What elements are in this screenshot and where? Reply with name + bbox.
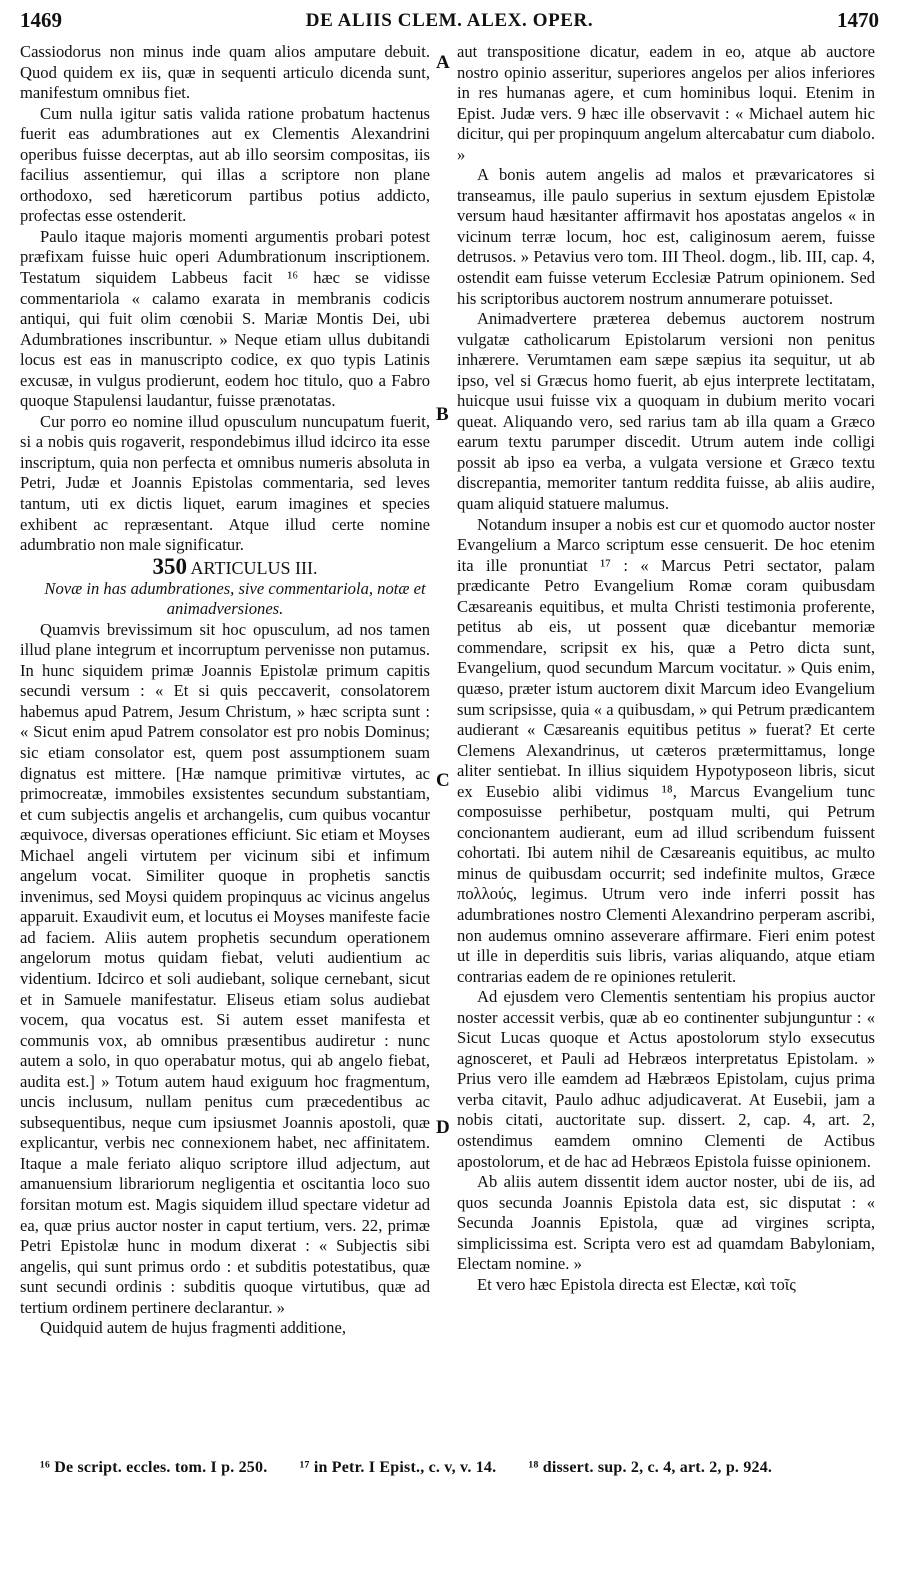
- article-title: ARTICULUS III.: [190, 557, 318, 578]
- margin-marker-c: C: [436, 770, 450, 791]
- running-title: DE ALIIS CLEM. ALEX. OPER.: [305, 10, 594, 31]
- margin-marker-b: B: [436, 404, 449, 425]
- article-number: 350: [152, 553, 188, 579]
- paragraph: Cur porro eo nomine illud opusculum nuncupatum fuerit, si a nobis quis rogaverit, respondebimus illud idcirco ita esse inscriptum, quia non perfecta et omnibus numeris absoluta in Petri, Judæ et Joannis Epistolas commentaria, sed leves tantum, uti ex dictis liquet, earum imagines et species exhibent ac repræsentant. Atque illud certe nomine adumbratio non male significatur.: [20, 411, 430, 555]
- footnote: ¹⁶ De script. eccles. tom. I p. 250.: [40, 1459, 268, 1476]
- paragraph: Paulo itaque majoris momenti argumentis probari potest præfixam fuisse huic operi Adumbrationum inscriptionem. Testatum siquidem Labbeus facit ¹⁶ hæc se vidisse commentariola « calamo exarata in membranis codicis antiqui, qui fuit olim cœnobii S. Mariæ Montis Dei, ubi Adumbrationes inscribuntur. » Neque etiam ullus dubitandi locus est eas in manuscripto codice, ex quo typis Latinis excusæ, in vulgus prodierunt, eodem hoc titulo, quo a Fabro quoque Stapulensi laudantur, fuisse prænotatas.: [20, 226, 430, 411]
- paragraph: Cum nulla igitur satis valida ratione probatum hactenus fuerit eas adumbrationes aut ex Clementis Alexandrini operibus fuisse decerptas, aut ab illo seorsim compositas, iis facilius assentiemur, qui illas a scriptore non plane orthodoxo, sed hæreticorum partibus potius addicto, profectas esse ostenderit.: [20, 103, 430, 226]
- footnotes: [40, 1459, 879, 1477]
- left-column: [20, 42, 430, 1339]
- running-header: [20, 6, 879, 36]
- footnote: ¹⁸ dissert. sup. 2, c. 4, art. 2, p. 924.: [528, 1459, 773, 1476]
- paragraph: Cassiodorus non minus inde quam alios amputare debuit. Quod quidem ex iis, quæ in sequenti articulo dicenda sunt, manifestum omnibus fiet.: [20, 42, 430, 103]
- page-number-right: 1470: [837, 8, 879, 32]
- page-number-left: 1469: [20, 8, 62, 32]
- right-column: [457, 42, 875, 1295]
- paragraph: Quidquid autem de hujus fragmenti additione,: [40, 1318, 346, 1338]
- paragraph: aut transpositione dicatur, eadem in eo, atque ab auctore nostro opinio asseritur, superiores angelos per alios inferiores in res humanas agere, et cum hominibus loqui. Etenim in Epist. Judæ vers. 9 hæc ille observavit : « Michael autem hic dicitur, qui per propinquum angelum altercabatur cum diabolo. »: [457, 42, 875, 164]
- paragraph: Notandum insuper a nobis est cur et quomodo auctor noster Evangelium a Marco scriptum esse censuerit. De hoc etenim ita ille pronuntiat ¹⁷ : « Marcus Petri sectator, palam prædicante Petro Evangelium Romæ coram quibusdam Cæsareanis equitibus, et multa Christi testimonia proferente, petitus ab eis, ut possent quæ dicebantur memoriæ commendare, scripsit ex his, quæ a Petro dicta sunt, Evangelium, quod secundum Marcum vocitatur. » Quis enim, quæso, præter istum auctorem dixit Marcum ideo Evangelium sum scripsisse, quia « a quibusdam, » qui Petrum prædicantem audierant « Cæsareanis equitibus petitus » fuerat? Et certe Clemens Alexandrinus, ut cæteros prætermittamus, longe aliter sentiebat. In illius siquidem Hypotyposeon libris, sicut ex Eusebio alibi vidimus ¹⁸, Marcus Evangelium tunc composuisse perhibetur, postquam multi, qui Petrum concionantem audierant, eum ad illud scribendum fuissent cohortati. Ibi autem nihil de Cæsareanis equitibus, ac multo minus de quibusdam occurrit; sed indefinite multos, Græce πολλούς, legimus. Utrum vero inde inferri possit has adumbrationes nostro Clementi Alexandrino perperam ascribi, non audemus omnino asseverare affirmare. Fieri enim potest ut ille in deperditis suis libris, varias aliquando, atque etiam contrarias eadem de re opiniones retulerit.: [457, 514, 875, 986]
- margin-marker-d: D: [436, 1117, 450, 1138]
- paragraph: Quamvis brevissimum sit hoc opusculum, ad nos tamen illud plane integrum et incorruptum pervenisse non putamus. In hunc siquidem primæ Joannis Epistolæ primum capitis secundi versum : « Et si quis peccaverit, consolatorem habemus apud Patrem, Jesum Christum, » hæc scripta sunt : « Sicut enim apud Patrem consolator est pro nobis Dominus; sic etiam consolator est, quem post assumptionem suam dignatus est mittere. [Hæ namque primitivæ virtutes, ac primocreatæ, immobiles exsistentes secundum substantiam, et cum subjectis angelis et archangelis, cum quibus vocantur æquivoce, diversas operationes efficiunt. Sic etiam et Moyses Michael angeli virtutem per vicinum sibi et infimum angelum vocat. Similiter quoque in prophetis sanctis invenimus, sed Moysi quidem propinquus ac vicinus angelus apparuit. Exaudivit eum, et locutus ei Moyses manifeste facie ad faciem. Aliis autem prophetis secundum operationem angelorum motus quidam fiebat, veluti audientium ac videntium. Idcirco et soli audiebant, solique cernebant, sicut et in Samuele manifestatur. Eliseus etiam solus audiebat vocem, qua vocatus est. Si autem esset manifesta et communis vox, ab omnibus præsentibus audiretur : nunc autem a solo, in quo operabatur motus, qui ab angelo fiebat, audita est.] » Totum autem haud exiguum hoc fragmentum, uncis inclusum, nullam penitus cum præcedentibus ac subsequentibus, neque cum ipsiusmet Joannis apostoli, quæ explicantur, verbis nec connexionem habet, nec affinitatem. Itaque a male feriato aliquo scriptore illud adjectum, aut amanuensium librariorum negligentia et oscitantia loco suo forsitan motum est. Magis siquidem illud spectare videtur ad ea, quæ prius auctor noster in caput tertium, vers. 22, primæ Petri Epistolæ hunc in modum dixerat : « Subjectis sibi angelis, qui sunt primus ordo : et subditis potestatibus, quæ sunt secundi ordinis : subditis quoque virtutibus, quæ ad tertium ordinem pertinere declarantur. »: [20, 619, 430, 1317]
- margin-marker-a: A: [436, 52, 450, 73]
- article-heading: [20, 553, 430, 579]
- footnote: ¹⁷ in Petr. I Epist., c. v, v. 14.: [299, 1459, 497, 1476]
- paragraph: Et vero hæc Epistola directa est Electæ, καὶ τοῖς: [477, 1274, 796, 1294]
- article-subtitle: Novæ in has adumbrationes, sive commentariola, notæ et animadversiones.: [44, 578, 426, 619]
- paragraph: Ab aliis autem dissentit idem auctor noster, ubi de iis, ad quos secunda Joannis Epistola data est, sic disputat : « Secunda Joannis Epistola, quæ ad virgines scripta, simplicissima est. Scripta vero est ad quamdam Babyloniam, Electam nomine. »: [457, 1172, 875, 1274]
- paragraph: A bonis autem angelis ad malos et prævaricatores si transeamus, ille paulo superius in sextum ejusdem Epistolæ versum haud hæsitanter affirmavit hos apostatas angelos « in vicinum terræ locum, hoc est, caliginosum aerem, fuisse detrusos. » Petavius vero tom. III Theol. dogm., lib. III, cap. 4, ostendit eam fuisse veterum Ecclesiæ Patrum opinionem. Sed his scriptoribus auctorem nostrum annumerare potuisset.: [457, 165, 875, 308]
- paragraph: Ad ejusdem vero Clementis sententiam his propius auctor noster accessit verbis, quæ ab eo continenter subjunguntur : « Sicut Lucas quoque et Actus apostolorum stylo exsecutus agnosceret, et Pauli ad Hebræos interpretatus Epistolam. » Prius vero ille eamdem ad Hæbræos Epistolam, cujus prima verba citavit, Paulo adhuc adjudicaverat. At Eusebii, jam a nobis citati, auctoritate sup. dissert. 2, cap. 4, art. 2, ostendimus eamdem omnino Clementi de Actibus apostolorum, et de hac ad Hebræos Epistola fuisse opinionem.: [457, 987, 875, 1171]
- paragraph: Animadvertere præterea debemus auctorem nostrum vulgatæ catholicarum Epistolarum versioni non penitus inhærere. Verumtamen eam sæpe sæpius ita sequitur, ut ab ipso, vel si Græcus homo fuerit, ab ejus interprete lectitatam, huicque usui fuisse vix a quoquam in dubium merito vocari queat. Aliquando vero, sed rarius tam ab illa quam a Græco earum textu parumper discedit. Utrum autem inde colligi possit ab ipso ea verba, a vulgata versione et Græco textu discrepantia, memoriter tantum reddita fuisse, ab aliis audire, quam aliquid statuere malumus.: [457, 309, 875, 514]
